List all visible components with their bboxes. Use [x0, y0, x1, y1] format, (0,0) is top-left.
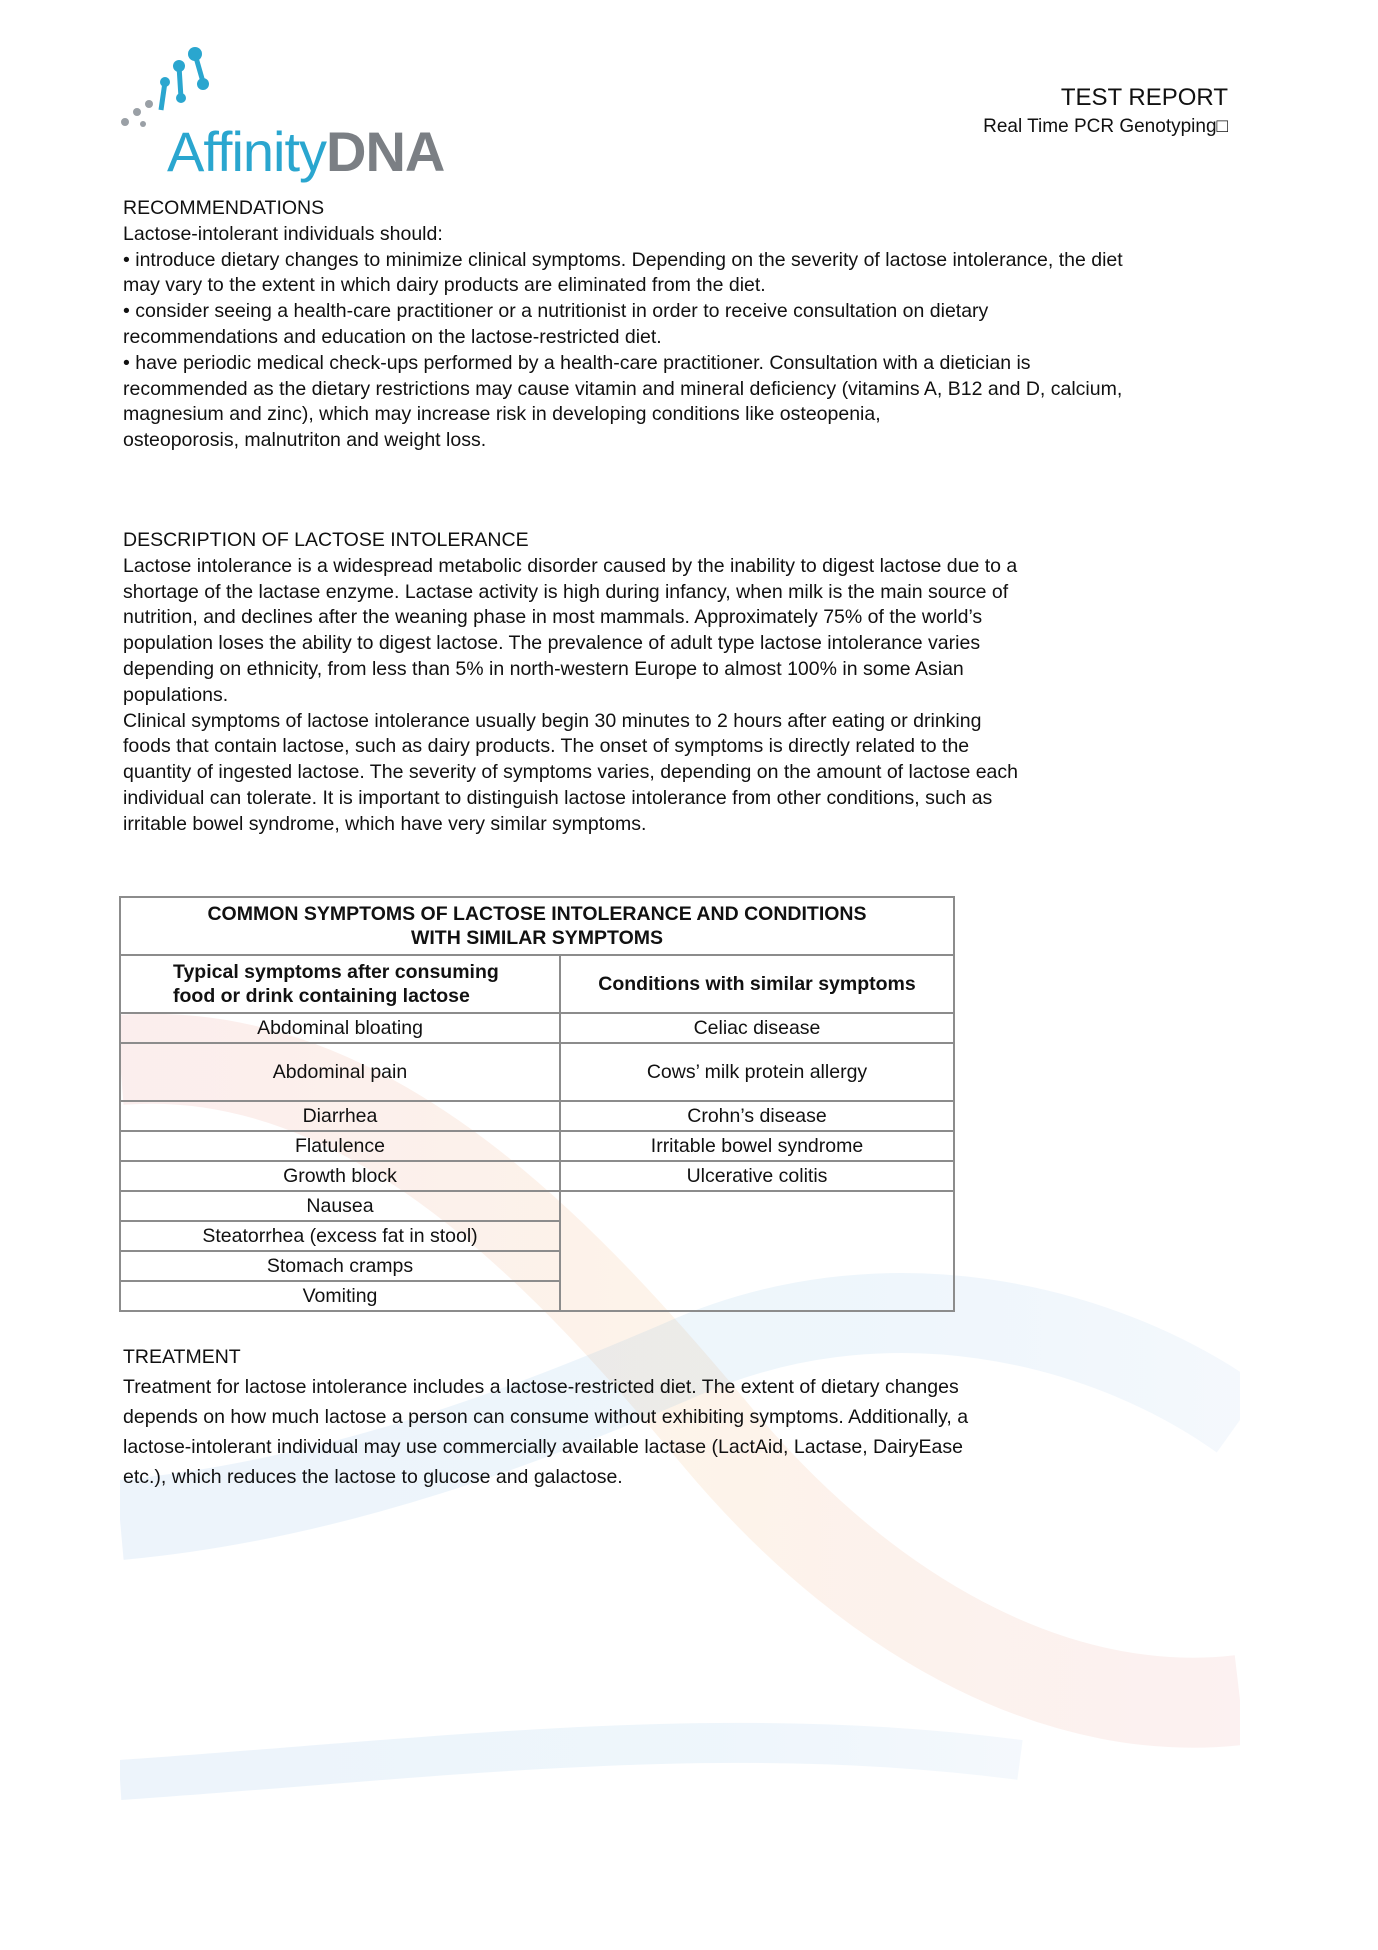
condition-cell: Celiac disease: [560, 1013, 954, 1043]
description-line: individual can tolerate. It is important to distinguish lactose intolerance from other conditions, such as: [123, 786, 993, 809]
condition-cell: Ulcerative colitis: [560, 1161, 954, 1191]
symptom-cell: Steatorrhea (excess fat in stool): [120, 1221, 560, 1251]
symptoms-table: [119, 896, 955, 1312]
recommendations-line: • introduce dietary changes to minimize clinical symptoms. Depending on the severity of lactose intolerance, the diet: [123, 248, 1123, 271]
description-line: Clinical symptoms of lactose intolerance usually begin 30 minutes to 2 hours after eating or drinking: [123, 709, 982, 732]
treatment-line: depends on how much lactose a person can consume without exhibiting symptoms. Additionally, a: [123, 1405, 969, 1428]
symptom-cell: Vomiting: [120, 1281, 560, 1311]
description-line: nutrition, and declines after the weaning phase in most mammals. Approximately 75% of the world’s: [123, 606, 983, 629]
conditions-column-header: Conditions with similar symptoms: [560, 955, 954, 1013]
description-heading: DESCRIPTION OF LACTOSE INTOLERANCE: [123, 528, 529, 551]
description-line: populations.: [123, 683, 229, 706]
recommendations-section: [123, 196, 1233, 454]
symptom-cell: Nausea: [120, 1191, 560, 1221]
symptom-cell: Growth block: [120, 1161, 560, 1191]
treatment-line: lactose-intolerant individual may use commercially available lactase (LactAid, Lactase, DairyEase: [123, 1435, 963, 1458]
report-content: [123, 196, 1233, 1492]
description-section: [123, 528, 1233, 838]
recommendations-heading: RECOMMENDATIONS: [123, 197, 325, 219]
recommendations-line: Lactose-intolerant individuals should:: [123, 222, 443, 245]
report-title: TEST REPORT: [1060, 84, 1228, 111]
description-line: Lactose intolerance is a widespread metabolic disorder caused by the inability to digest lactose due to a: [123, 554, 1018, 577]
recommendations-line: recommended as the dietary restrictions may cause vitamin and mineral deficiency (vitamins A, B12 and D, calcium,: [123, 377, 1123, 400]
table-caption: COMMON SYMPTOMS OF LACTOSE INTOLERANCE AND CONDITIONS WITH SIMILAR SYMPTOMS: [120, 897, 954, 955]
symptom-cell: Abdominal pain: [120, 1043, 560, 1101]
affinity-dna-logo: [115, 46, 455, 186]
description-line: irritable bowel syndrome, which have very similar symptoms.: [123, 812, 647, 835]
symptom-cell: Flatulence: [120, 1131, 560, 1161]
treatment-line: Treatment for lactose intolerance includes a lactose-restricted diet. The extent of dietary changes: [123, 1375, 959, 1398]
condition-cell: Crohn’s disease: [560, 1101, 954, 1131]
treatment-line: etc.), which reduces the lactose to glucose and galactose.: [123, 1465, 623, 1488]
condition-cell: Cows’ milk protein allergy: [560, 1043, 954, 1101]
recommendations-line: may vary to the extent in which dairy products are eliminated from the diet.: [123, 274, 766, 297]
recommendations-line: • consider seeing a health-care practitioner or a nutritionist in order to receive consultation on dietary: [123, 300, 989, 323]
recommendations-line: osteoporosis, malnutriton and weight loss.: [123, 429, 487, 452]
empty-condition-cell: [560, 1191, 954, 1311]
description-line: quantity of ingested lactose. The severity of symptoms varies, depending on the amount of lactose each: [123, 761, 1018, 784]
description-line: foods that contain lactose, such as dairy products. The onset of symptoms is directly related to the: [123, 735, 970, 758]
symptom-cell: Abdominal bloating: [120, 1013, 560, 1043]
condition-cell: Irritable bowel syndrome: [560, 1131, 954, 1161]
report-header: [983, 84, 1228, 140]
symptom-cell: Stomach cramps: [120, 1251, 560, 1281]
logo-wordmark: AffinityDNA: [167, 120, 445, 183]
description-line: shortage of the lactase enzyme. Lactase activity is high during infancy, when milk is the main source of: [123, 580, 1009, 603]
recommendations-line: • have periodic medical check-ups performed by a health-care practitioner. Consultation with a dietician is: [123, 351, 1031, 374]
recommendations-line: magnesium and zinc), which may increase risk in developing conditions like osteopenia,: [123, 403, 881, 426]
treatment-heading: TREATMENT: [123, 1345, 241, 1368]
treatment-section: [123, 1342, 1233, 1492]
recommendations-line: recommendations and education on the lactose-restricted diet.: [123, 325, 662, 348]
description-line: population loses the ability to digest lactose. The prevalence of adult type lactose intolerance varies: [123, 632, 981, 655]
symptom-cell: Diarrhea: [120, 1101, 560, 1131]
description-line: depending on ethnicity, from less than 5% in north-western Europe to almost 100% in some Asian: [123, 657, 964, 680]
symptoms-column-header: Typical symptoms after consuming food or drink containing lactose: [120, 955, 560, 1013]
report-subtitle: Real Time PCR Genotyping□: [983, 116, 1228, 137]
